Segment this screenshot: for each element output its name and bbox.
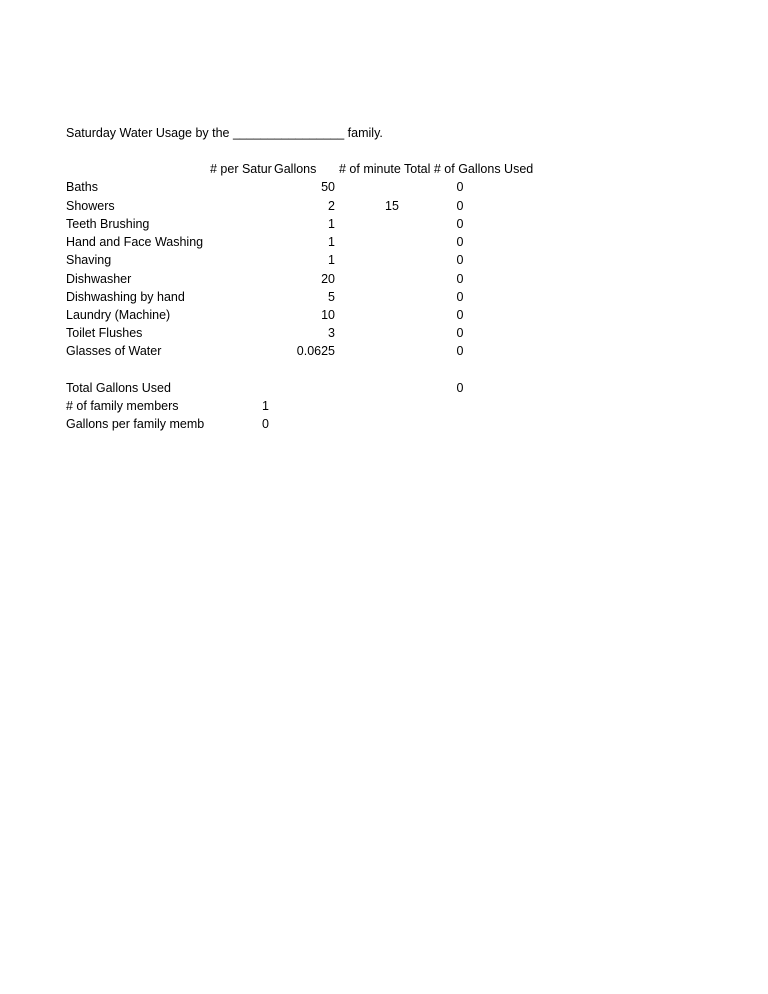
row-gallons: 1 — [328, 235, 335, 249]
header-total-gallons: Total # of Gallons Used — [404, 162, 534, 176]
header-gallons: Gallons — [274, 162, 317, 176]
row-gallons: 1 — [328, 253, 335, 267]
row-gallons: 20 — [321, 272, 335, 286]
row-total: 0 — [456, 217, 464, 231]
row-total: 0 — [456, 326, 464, 340]
row-total: 0 — [456, 290, 464, 304]
header-minutes: # of minute — [339, 162, 401, 176]
family-members-value: 1 — [262, 399, 269, 413]
row-total: 0 — [456, 253, 464, 267]
gallons-per-member-label: Gallons per family memb — [66, 417, 205, 431]
row-total: 0 — [456, 180, 464, 194]
row-label: Glasses of Water — [66, 344, 162, 358]
row-label: Dishwashing by hand — [66, 290, 185, 304]
total-gallons-label: Total Gallons Used — [66, 381, 171, 395]
row-label: Shaving — [66, 253, 112, 267]
row-label: Dishwasher — [66, 272, 132, 286]
row-label: Showers — [66, 199, 115, 213]
row-total: 0 — [456, 199, 464, 213]
row-label: Toilet Flushes — [66, 326, 143, 340]
row-total: 0 — [456, 272, 464, 286]
gallons-per-member-value: 0 — [262, 417, 269, 431]
row-label: Hand and Face Washing — [66, 235, 204, 249]
family-members-label: # of family members — [66, 399, 179, 413]
row-minutes: 15 — [385, 199, 399, 213]
row-label: Teeth Brushing — [66, 217, 150, 231]
row-total: 0 — [456, 344, 464, 358]
row-gallons: 10 — [321, 308, 335, 322]
row-label: Baths — [66, 180, 98, 194]
row-label: Laundry (Machine) — [66, 308, 171, 322]
row-gallons: 3 — [328, 326, 335, 340]
row-total: 0 — [456, 235, 464, 249]
row-total: 0 — [456, 308, 464, 322]
row-gallons: 50 — [321, 180, 335, 194]
row-gallons: 1 — [328, 217, 335, 231]
total-gallons-value: 0 — [456, 381, 464, 395]
header-per-saturday: # per Satur — [210, 162, 272, 176]
row-gallons: 0.0625 — [296, 344, 335, 358]
row-gallons: 5 — [328, 290, 335, 304]
sheet-title: Saturday Water Usage by the ________________ family. — [66, 126, 383, 140]
row-gallons: 2 — [328, 199, 335, 213]
